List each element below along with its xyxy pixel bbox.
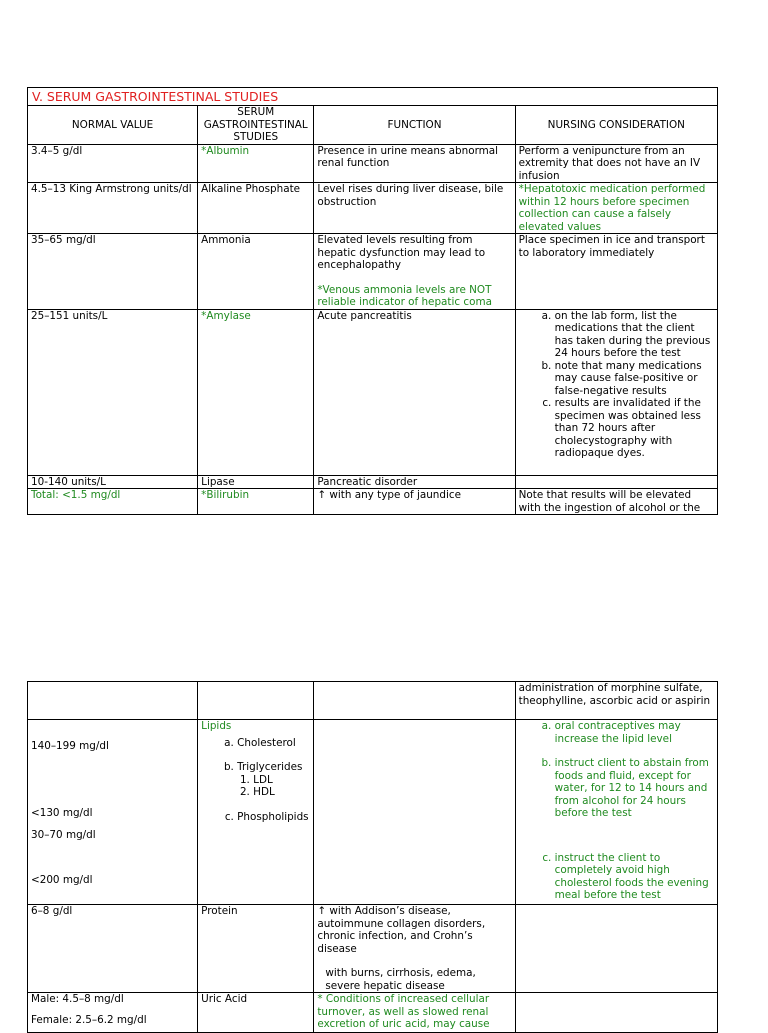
protein-function-decrease: with burns, cirrhosis, edema, severe hepatic disease	[325, 967, 476, 992]
bilirubin-name: *Bilirubin	[198, 489, 314, 515]
table-header-row	[28, 106, 718, 145]
bilirubin-value: Total: <1.5 mg/dl	[28, 489, 198, 515]
list-item-label: Triglycerides	[237, 761, 303, 773]
serum-gi-table	[27, 87, 718, 515]
protein-value: 6–8 g/dl	[28, 905, 198, 993]
empty-cell	[198, 682, 314, 720]
table-row	[28, 720, 718, 905]
table-row	[28, 682, 718, 720]
bilirubin-nursing: Note that results will be elevated with the ingestion of alcohol or the	[515, 489, 717, 515]
table-row	[28, 475, 718, 489]
list-item: a. oral contraceptives may increase the lipid level	[555, 720, 714, 745]
list-item: a. on the lab form, list the medications that the client has taken during the previous 24 hours before the test	[555, 310, 714, 360]
list-item	[237, 761, 310, 799]
lipids-function	[314, 720, 515, 905]
lipase-name: Lipase	[198, 475, 314, 489]
table-row	[28, 309, 718, 475]
protein-nursing	[515, 905, 717, 993]
table-row	[28, 993, 718, 1033]
lipids-studies	[198, 720, 314, 905]
table-row	[28, 905, 718, 993]
lipids-nursing	[515, 720, 717, 905]
amylase-nursing-list	[519, 310, 714, 460]
uric-acid-name: Uric Acid	[198, 993, 314, 1033]
bilirubin-nursing-continued: administration of morphine sulfate, theophylline, ascorbic acid or aspirin	[515, 682, 717, 720]
ammonia-function-cell	[314, 234, 515, 310]
albumin-function: Presence in urine means abnormal renal function	[314, 144, 515, 183]
list-item: c. results are invalidated if the specimen was obtained less than 72 hours after cholecystography with radiopaque dyes.	[555, 397, 714, 460]
lipids-nursing-list-b	[519, 757, 714, 820]
empty-cell	[314, 682, 515, 720]
serum-gi-table-continued	[27, 681, 718, 1033]
header-nursing: NURSING CONSIDERATION	[515, 106, 717, 145]
header-studies: SERUM GASTROINTESTINAL STUDIES	[198, 106, 314, 145]
lipids-list-c	[201, 811, 310, 824]
ammonia-function-note: *Venous ammonia levels are NOT reliable indicator of hepatic coma	[317, 283, 492, 308]
alk-phos-nursing: *Hepatotoxic medication performed within 12 hours before specimen collection can cause a falsely elevated values	[515, 183, 717, 234]
uric-acid-nursing	[515, 993, 717, 1033]
albumin-value: 3.4–5 g/dl	[28, 144, 198, 183]
list-item: 1. LDL	[253, 774, 310, 787]
list-item: b. note that many medications may cause false-positive or false-negative results	[555, 360, 714, 398]
lipase-function: Pancreatic disorder	[314, 475, 515, 489]
table-title-row	[28, 88, 718, 106]
list-item: 2. HDL	[253, 786, 310, 799]
table-title: V. SERUM GASTROINTESTINAL STUDIES	[28, 88, 718, 106]
lipids-list	[201, 737, 310, 750]
list-item: a. Cholesterol	[237, 737, 310, 750]
table-row	[28, 234, 718, 310]
lipids-nursing-list-c	[519, 852, 714, 902]
lipids-heading: Lipids	[201, 720, 232, 732]
uric-acid-values	[28, 993, 198, 1033]
uric-acid-male-value: Male: 4.5–8 mg/dl	[31, 993, 124, 1005]
amylase-nursing	[515, 309, 717, 475]
cholesterol-value: 140–199 mg/dl	[31, 740, 109, 752]
alk-phos-value: 4.5–13 King Armstrong units/dl	[28, 183, 198, 234]
ldl-value: <130 mg/dl	[31, 806, 93, 819]
header-function: FUNCTION	[314, 106, 515, 145]
ammonia-value: 35–65 mg/dl	[28, 234, 198, 310]
table-row	[28, 144, 718, 183]
list-item: b. instruct client to abstain from foods and fluid, except for water, for 12 to 14 hours and from alcohol for 24 hours before the test	[555, 757, 714, 820]
lipids-list-b	[201, 761, 310, 799]
albumin-name: *Albumin	[198, 144, 314, 183]
empty-cell	[28, 682, 198, 720]
lipase-nursing	[515, 475, 717, 489]
uric-acid-female-value: Female: 2.5–6.2 mg/dl	[31, 1013, 147, 1026]
hdl-value: 30–70 mg/dl	[31, 829, 96, 841]
lipase-value: 10-140 units/L	[28, 475, 198, 489]
protein-function-increase: ↑ with Addison’s disease, autoimmune collagen disorders, chronic infection, and Crohn’s disease	[317, 905, 486, 955]
table-row	[28, 489, 718, 515]
bilirubin-function: ↑ with any type of jaundice	[314, 489, 515, 515]
lipoprotein-list	[237, 774, 310, 799]
protein-name: Protein	[198, 905, 314, 993]
ammonia-function: Elevated levels resulting from hepatic dysfunction may lead to encephalopathy	[317, 234, 486, 271]
uric-acid-function: * Conditions of increased cellular turnover, as well as slowed renal excretion of uric acid, may cause	[314, 993, 515, 1033]
albumin-nursing: Perform a venipuncture from an extremity that does not have an IV infusion	[515, 144, 717, 183]
protein-function-cell	[314, 905, 515, 993]
ammonia-nursing: Place specimen in ice and transport to laboratory immediately	[515, 234, 717, 310]
alk-phos-name: Alkaline Phosphate	[198, 183, 314, 234]
lipids-values	[28, 720, 198, 905]
table-row	[28, 183, 718, 234]
list-item: c. instruct the client to completely avoid high cholesterol foods the evening meal before the test	[555, 852, 714, 902]
amylase-value: 25–151 units/L	[28, 309, 198, 475]
amylase-name: *Amylase	[198, 309, 314, 475]
amylase-function: Acute pancreatitis	[314, 309, 515, 475]
list-item: c. Phospholipids	[237, 811, 310, 824]
alk-phos-function: Level rises during liver disease, bile obstruction	[314, 183, 515, 234]
lipids-nursing-list	[519, 720, 714, 745]
phospholipids-value: <200 mg/dl	[31, 873, 93, 886]
header-normal-value: NORMAL VALUE	[28, 106, 198, 145]
ammonia-name: Ammonia	[198, 234, 314, 310]
